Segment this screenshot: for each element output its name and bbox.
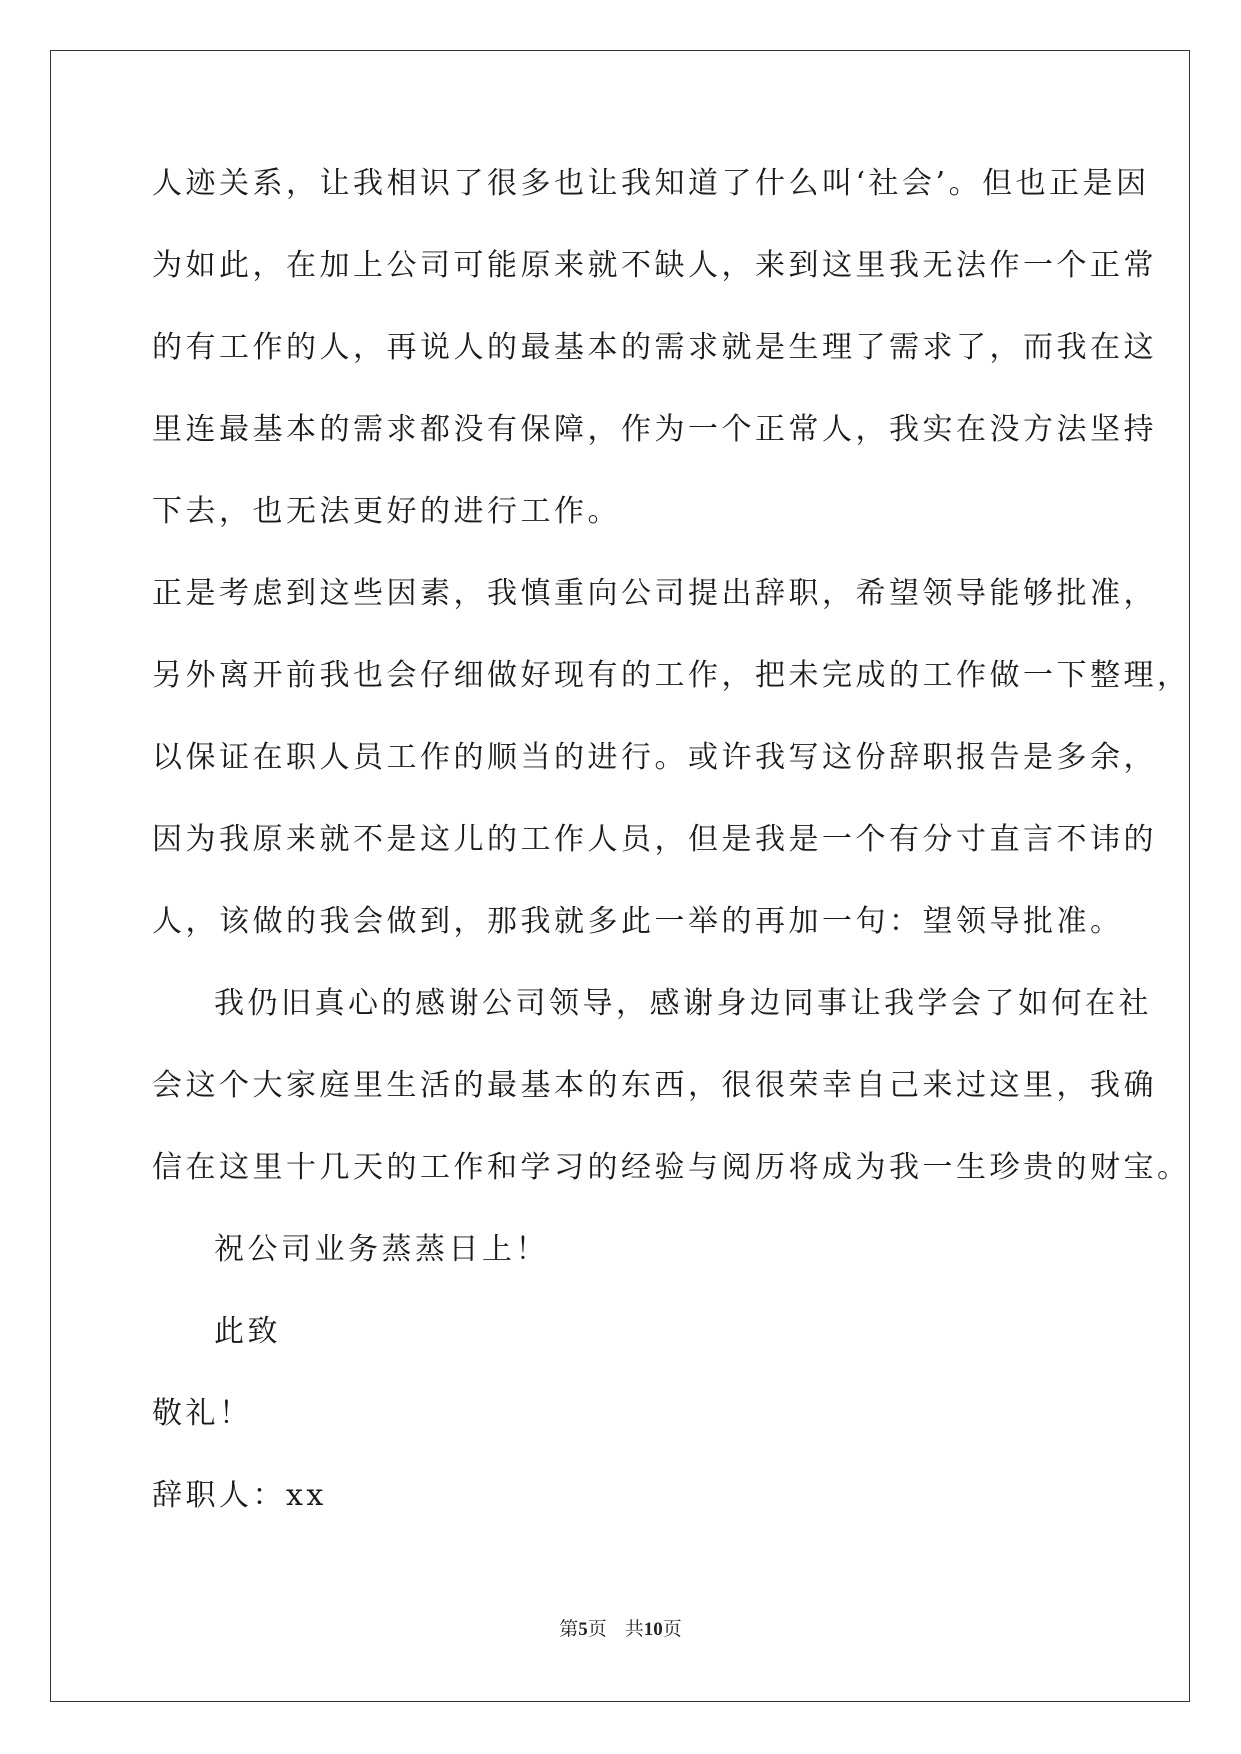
text-line: 人迹关系，让我相识了很多也让我知道了什么叫‘社会’。但也正是因	[152, 166, 1150, 201]
salutation-jingli: 敬礼！	[152, 1396, 253, 1431]
page-suffix: 页	[587, 1618, 607, 1640]
text-line: 因为我原来就不是这儿的工作人员，但是我是一个有分寸直言不讳的	[152, 822, 1157, 857]
text-line: 正是考虑到这些因素，我慎重向公司提出辞职，希望领导能够批准，	[152, 576, 1157, 611]
total-prefix: 共	[624, 1618, 644, 1640]
closing-wish: 祝公司业务蒸蒸日上！	[214, 1232, 549, 1267]
text-line: 会这个大家庭里生活的最基本的东西，很很荣幸自己来过这里，我确	[152, 1068, 1157, 1103]
page-number: 5	[578, 1619, 588, 1640]
text-line: 另外离开前我也会仔细做好现有的工作，把未完成的工作做一下整理，	[152, 658, 1191, 693]
text-line: 人，该做的我会做到，那我就多此一举的再加一句：望领导批准。	[152, 904, 1124, 939]
signature-line: 辞职人：xx	[152, 1478, 327, 1513]
salutation-cizhi: 此致	[214, 1314, 281, 1349]
total-suffix: 页	[662, 1618, 682, 1640]
text-line: 下去，也无法更好的进行工作。	[152, 494, 621, 529]
text-line: 我仍旧真心的感谢公司领导，感谢身边同事让我学会了如何在社	[214, 986, 1152, 1021]
text-line: 为如此，在加上公司可能原来就不缺人，来到这里我无法作一个正常	[152, 248, 1157, 283]
page-footer	[0, 1617, 1241, 1642]
text-line: 里连最基本的需求都没有保障，作为一个正常人，我实在没方法坚持	[152, 412, 1157, 447]
total-pages: 10	[643, 1619, 663, 1640]
text-line: 信在这里十几天的工作和学习的经验与阅历将成为我一生珍贵的财宝。	[152, 1150, 1191, 1185]
page-prefix: 第	[559, 1618, 579, 1640]
text-line: 的有工作的人，再说人的最基本的需求就是生理了需求了，而我在这	[152, 330, 1157, 365]
document-body	[152, 160, 1191, 1554]
text-line: 以保证在职人员工作的顺当的进行。或许我写这份辞职报告是多余，	[152, 740, 1157, 775]
